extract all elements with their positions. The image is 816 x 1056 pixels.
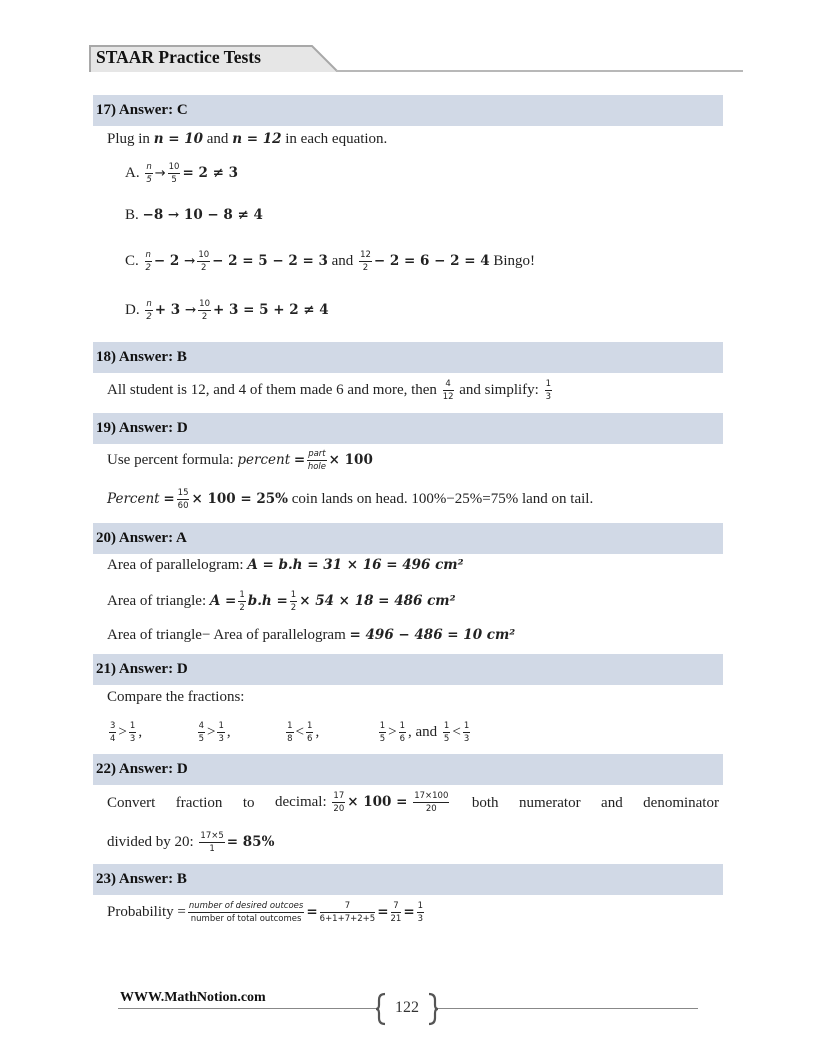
q21-comparisons [107, 721, 472, 744]
frac-7-21: $\frac{7}{21}$ [390, 901, 402, 924]
q22-line1 [107, 791, 719, 814]
q17-b-label: B. [125, 207, 139, 223]
answer-18-title: 18) Answer: B [96, 349, 187, 365]
frac-n-2-d: $\frac{n}{2}$ [146, 299, 152, 322]
q17-option-a: A. $\frac{n}{5}$ → $\frac{10}{5}$ = 2 ≠ 3 [125, 162, 238, 185]
q21-cmp-4: $\frac{1}{5}$ > $\frac{1}{6}$ , and $\frac{1}{5}$ < $\frac{1}{3}$ [379, 721, 470, 744]
q20-line2-m2: b.h = [247, 592, 288, 609]
q17-c-bingo: Bingo! [489, 252, 536, 269]
q20-line1-math: A = b.h = 31 × 16 = 496 cm² [247, 557, 464, 573]
q17-d-label: D. [125, 301, 140, 318]
q20-line2-m3: × 54 × 18 = 486 cm² [299, 592, 456, 609]
q17-intro-m1: n = 10 [153, 131, 204, 147]
q20-line2 [107, 590, 456, 613]
page-number-box [376, 992, 438, 1026]
q22-word-denominator: denominator [643, 794, 719, 811]
q17-a-label: A. [125, 164, 140, 181]
frac-15-60: $\frac{15}{60}$ [177, 488, 189, 511]
q22-word-fraction: fraction [175, 794, 223, 811]
frac-n-5: $\frac{n}{5}$ [146, 162, 152, 185]
q17-c-math3: − 2 = 6 − 2 = 4 [373, 252, 490, 269]
q22-word-convert: Convert [107, 794, 156, 811]
q22-line2-math: = 85% [226, 833, 275, 850]
answer-23-bar [93, 864, 723, 895]
q22-line2 [107, 831, 274, 854]
frac-1-3: $\frac{1}{3}$ [545, 379, 552, 402]
q22-word-numerator: numerator [518, 794, 581, 811]
frac-17x5-1: $\frac{17\times 5}{1}$ [200, 831, 224, 854]
q19-line2: Percent = $\frac{15}{60}$ × 100 = 25% coin lands on head. 100%−25%=75% land on tail. [107, 488, 594, 511]
q22-line2-text: divided by 20: [107, 833, 198, 850]
q23-text: Probability = [107, 903, 186, 920]
answer-20-title: 20) Answer: A [96, 530, 187, 546]
answer-19-bar [93, 413, 723, 444]
q20-line2-m1: A = [209, 592, 237, 609]
q17-intro [107, 129, 387, 149]
page-number: 122 [395, 999, 419, 1016]
q19-line2-m1: Percent [107, 490, 160, 507]
header-rule [336, 70, 743, 72]
answer-21-title: 21) Answer: D [96, 661, 188, 677]
q22-word-to: to [242, 794, 255, 811]
page-header-title: STAAR Practice Tests [96, 47, 261, 67]
q17-a-math: = 2 ≠ 3 [182, 164, 238, 181]
frac-12-2: $\frac{12}{2}$ [360, 250, 371, 273]
frac-1-2-a: $\frac{1}{2}$ [239, 590, 245, 613]
frac-7-sum: $\frac{7}{6+1+7+2+5}$ [319, 901, 376, 924]
q17-c-math1: − 2 → [153, 252, 196, 269]
q19-line2-m2: × 100 = 25% [191, 490, 289, 507]
q21-intro: Compare the fractions: [107, 689, 245, 705]
frac-n-2: $\frac{n}{2}$ [145, 250, 151, 273]
q17-b-math: −8 → 10 − 8 ≠ 4 [142, 207, 263, 223]
answer-20-bar [93, 523, 723, 554]
answer-22-bar [93, 754, 723, 785]
answer-23-title: 23) Answer: B [96, 871, 187, 887]
q19-line2-text: coin lands on head. 100%−25%=75% land on tail. [288, 490, 594, 507]
q21-cmp-1: $\frac{3}{4}$ > $\frac{1}{3}$ , [110, 721, 143, 744]
q17-c-math2: − 2 = 5 − 2 = 3 [212, 252, 328, 269]
q20-line3-text: Area of triangle− Area of parallelogram [107, 627, 350, 643]
q18-text [107, 379, 554, 402]
q21-cmp-3: $\frac{1}{8}$ < $\frac{1}{6}$ , [287, 721, 320, 744]
q17-intro-c: in each equation. [281, 131, 388, 147]
q17-c-label: C. [125, 252, 139, 269]
q17-option-c [125, 250, 535, 273]
q17-option-b [125, 205, 263, 225]
frac-10-5: $\frac{10}{5}$ [168, 162, 180, 185]
answer-22-title: 22) Answer: D [96, 761, 188, 777]
footer-rule-right [438, 1008, 698, 1009]
q22-word-and: and [601, 794, 623, 811]
q19-line1-m1: percent [237, 451, 291, 468]
footer-rule-left [118, 1008, 376, 1009]
q20-line1 [107, 555, 464, 575]
answer-19-title: 19) Answer: D [96, 420, 188, 436]
answer-18-bar [93, 342, 723, 373]
q20-line3-math: = 496 − 486 = 10 cm² [349, 627, 516, 643]
frac-1-3-b: $\frac{1}{3}$ [417, 901, 424, 924]
frac-10-2: $\frac{10}{2}$ [198, 250, 210, 273]
answer-17-bar [93, 95, 723, 126]
q22-decimal-expr: decimal: $\frac{17}{20}$ × 100 = $\frac{17\times 100}{20}$ [275, 791, 449, 814]
q18-text-a: All student is 12, and 4 of them made 6 and more, then [107, 381, 441, 398]
q19-line1: Use percent formula: percent = $\frac{\text{part}}{\text{hole}}$ × 100 [107, 449, 373, 472]
q17-intro-b: and [203, 131, 233, 147]
frac-part-hole: $\frac{\text{part}}{\text{hole}}$ [307, 449, 327, 472]
frac-desired-total: $\frac{\text{number of desired outcoes}}{\text{number of total outcomes}}$ [188, 901, 304, 924]
footer-website: WWW.MathNotion.com [120, 990, 266, 1005]
q17-option-d [125, 299, 329, 322]
q20-line2-text: Area of triangle: [107, 592, 210, 609]
q23-line: Probability = $\frac{\text{number of desired outcoes}}{\text{number of total outcomes}}$ = $\frac{7}{6+1+7+2+5}$ = $\frac{7}{21}$ = $\frac{1}{3}$ [107, 901, 424, 924]
q20-line1-text: Area of parallelogram: [107, 557, 248, 573]
q17-c-and: and [327, 252, 358, 269]
q21-cmp-2: $\frac{4}{5}$ > $\frac{1}{3}$ , [198, 721, 231, 744]
q20-line3 [107, 625, 515, 645]
q19-line1-a: Use percent formula: [107, 451, 238, 468]
q19-line1-m2: × 100 [328, 451, 373, 468]
frac-10-2-d: $\frac{10}{2}$ [199, 299, 210, 322]
frac-4-12: $\frac{4}{12}$ [442, 379, 454, 402]
q17-intro-m2: n = 12 [232, 131, 282, 147]
answer-21-bar [93, 654, 723, 685]
q17-d-math1: + 3 → [154, 301, 197, 318]
q17-intro-a: Plug in [107, 131, 154, 147]
q17-d-math2: + 3 = 5 + 2 ≠ 4 [212, 301, 329, 318]
answer-17-title: 17) Answer: C [96, 102, 188, 118]
q22-word-both: both [471, 794, 499, 811]
frac-1-2-b: $\frac{1}{2}$ [290, 590, 297, 613]
q18-text-b: and simplify: [455, 381, 543, 398]
